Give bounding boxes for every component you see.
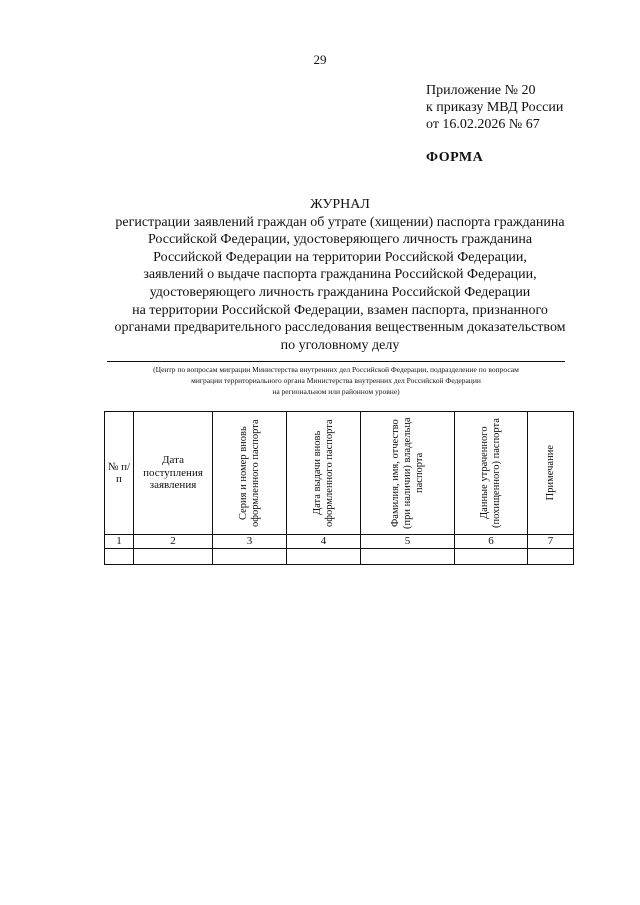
title-line: заявлений о выдаче паспорта гражданина Российской Федерации,	[143, 267, 537, 283]
empty-cell	[134, 549, 213, 565]
column-number: 2	[134, 535, 213, 549]
caption-line: миграции территориального органа Министерства внутренних дел Российской Федерации	[191, 376, 481, 385]
caption-line: (Центр по вопросам миграции Министерства внутренних дел Российской Федерации, подразделение по вопросам	[153, 365, 519, 374]
table-header-row	[105, 412, 574, 535]
empty-entry-row	[105, 549, 574, 565]
title-line: удостоверяющего личность гражданина Российской Федерации	[149, 284, 531, 300]
appendix-line: к приказу МВД России	[426, 100, 564, 115]
title-line: Российской Федерации на территории Российской Федерации,	[153, 249, 527, 265]
header-cell: Фамилия, имя, отчество (при наличии) владельца паспорта	[361, 412, 455, 535]
empty-cell	[361, 549, 455, 565]
column-number-row	[105, 535, 574, 549]
caption-line: на региональном или районном уровне)	[272, 387, 400, 396]
page-number: 29	[313, 52, 327, 67]
empty-cell	[105, 549, 134, 565]
empty-cell	[287, 549, 361, 565]
header-cell: Дата поступления заявления	[134, 412, 213, 535]
title-line: по уголовному делу	[280, 337, 400, 353]
title-line: Российской Федерации, удостоверяющего личность гражданина	[147, 232, 533, 248]
title-line: органами предварительного расследования вещественным доказательством	[114, 320, 566, 336]
column-number: 3	[213, 535, 287, 549]
title-line: регистрации заявлений граждан об утрате (хищении) паспорта гражданина	[115, 214, 565, 230]
column-number: 1	[105, 535, 134, 549]
header-cell: Примечание	[528, 412, 574, 535]
subdivision-caption	[107, 361, 565, 397]
header-cell: Дата выдачи вновь оформленного паспорта	[287, 412, 361, 535]
appendix-line: Приложение № 20	[426, 83, 536, 98]
column-number: 7	[528, 535, 574, 549]
appendix-reference	[426, 82, 563, 133]
header-cell: Серия и номер вновь оформленного паспорта	[213, 412, 287, 535]
journal-table	[104, 411, 574, 565]
journal-title	[90, 196, 590, 354]
empty-cell	[213, 549, 287, 565]
column-number: 4	[287, 535, 361, 549]
form-label: ФОРМА	[426, 150, 484, 165]
journal-heading: ЖУРНАЛ	[310, 197, 370, 212]
title-line: на территории Российской Федерации, взамен паспорта, признанного	[132, 302, 548, 318]
column-number: 5	[361, 535, 455, 549]
column-number: 6	[455, 535, 528, 549]
header-cell: Данные утраченного (похищенного) паспорта	[455, 412, 528, 535]
header-cell: № п/п	[105, 412, 134, 535]
empty-cell	[455, 549, 528, 565]
empty-cell	[528, 549, 574, 565]
appendix-line: от 16.02.2026 № 67	[426, 117, 540, 132]
